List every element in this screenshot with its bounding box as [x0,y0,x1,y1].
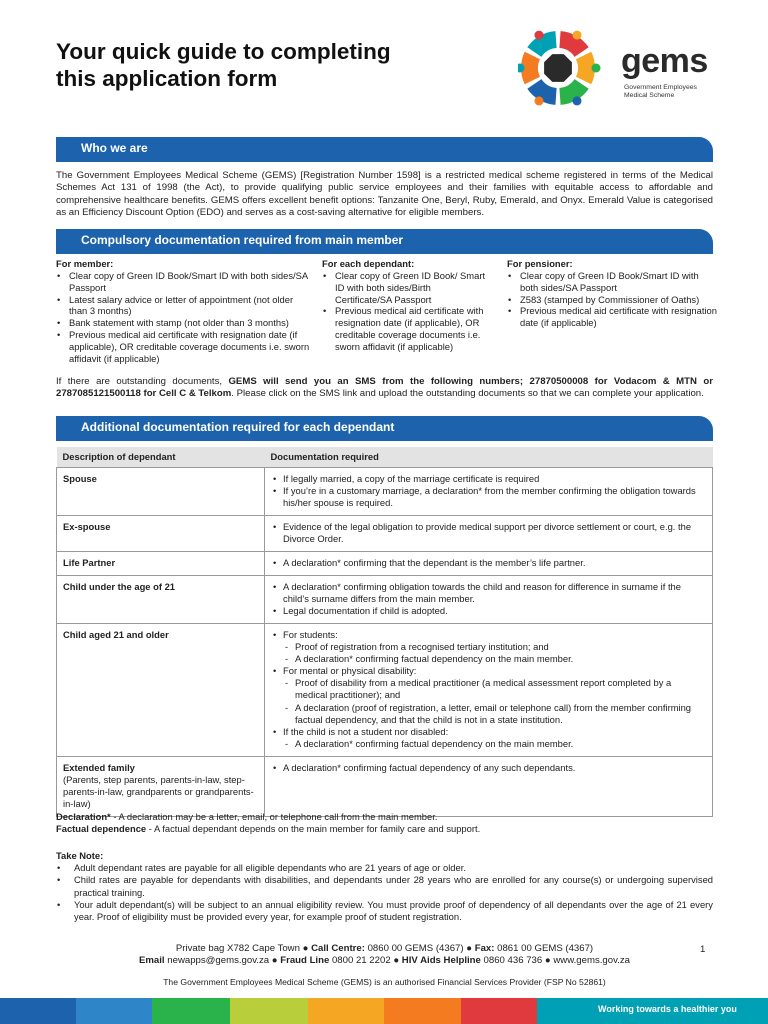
row-documentation [265,576,713,624]
address: Private bag X782 Cape Town [175,943,300,954]
dependant-documentation-table [56,447,713,817]
logo-centre [544,54,572,82]
email-address[interactable]: newapps@gems.gov.za [164,955,270,967]
outstanding-documents-text [56,376,713,401]
page-title [56,38,496,92]
fax-label: Fax: [474,943,495,954]
logo-figure-head [592,64,601,73]
logo-figure-head [535,31,544,40]
fraud-line-label: Fraud Line [280,955,330,967]
table-row [57,468,713,516]
fsp-statement: The Government Employees Medical Scheme (GEMS) is an authorised Financial Services Provider (FSP No 52861) [163,977,606,987]
definitions [56,811,713,835]
outstanding-post: . Please click on the SMS link and upload the outstanding documents so that we can complete your application. [231,388,704,400]
website-link[interactable]: www.gems.gov.za [553,955,630,967]
stripe-segment [152,998,230,1024]
stripe-segment [384,998,461,1024]
pensioner-heading: For pensioner: [507,258,573,269]
section-header-compulsory: Compulsory documentation required from main member [56,229,713,252]
list-item: • Previous medical aid certificate with resignation date (if applicable) [507,305,717,329]
list-item: • Clear copy of Green ID Book/Smart ID with both sides/SA Passport [507,270,717,294]
row-description-title: Extended family [63,761,135,773]
list-item: - Proof of disability from a medical practitioner (a medical assessment report completed by a medical practitioner); and [271,677,706,701]
row-description [57,756,265,816]
dependant-heading: For each dependant: [322,258,415,269]
row-description: Child aged 21 and older [57,624,265,756]
stripe-segment [76,998,152,1024]
row-description-subtitle: (Parents, step parents, parents-in-law, step-parents-in-law, grandparents or grandparents-in-law) [63,773,254,809]
logo-subtitle [624,84,697,100]
list-item: • Clear copy of Green ID Book/Smart ID with both sides/SA Passport [56,270,312,294]
list-item: • Previous medical aid certificate with resignation date (if applicable), OR creditable coverage documents i.e. sworn affidavit (if applicable) [56,329,312,365]
term: Factual dependence [56,823,147,835]
fax-number: 0861 00 GEMS (4367) [494,943,594,954]
stripe-segment [308,998,384,1024]
list-item: - A declaration* confirming factual dependency on the main member. [271,653,706,665]
table-row [57,516,713,552]
fraud-line-number: 0800 21 2202 [329,955,391,967]
definition-text: - A declaration may be a letter, email, or telephone call from the main member. [110,811,438,822]
column-header-description: Description of dependant [57,447,265,468]
list-item: • Latest salary advice or letter of appointment (not older than 3 months) [56,294,312,318]
row-documentation [265,756,713,816]
contact-footer [56,943,713,968]
contact-line-2: Email newapps@gems.gov.za ● Fraud Line 0800 21 2202 ● HIV Aids Helpline 0860 436 736 ● www.gems.gov.za [139,955,630,967]
list-item: • Your adult dependant(s) will be subject to an annual eligibility review. You must provide proof of dependency of all dependants over the age of 21 every year. Proof of eligibility must be provided every year, for example proof of student registration. [56,899,713,923]
list-item: • Clear copy of Green ID Book/ Smart ID with both sides/Birth Certificate/SA Passport [322,270,490,306]
definition-declaration [56,811,713,823]
email-label: Email [139,955,165,967]
who-we-are-text: The Government Employees Medical Scheme (GEMS) [Registration Number 1598] is a restricted medical scheme registered in terms of the Medical Schemes Act 131 of 1998 (the Act), to provide qualifying public service employees and their families with equitable access to affordable and comprehensive healthcare benefits. GEMS offers excellent benefit options: Tanzanite One, Beryl, Ruby, Emerald, and Onyx. Emerald Value is categorised as an Efficiency Discount Option (EDO) and serves as a cost-saving alternative for eligible members. [56,170,713,219]
list-item: • If legally married, a copy of the marriage certificate is required [271,473,706,485]
outstanding-pre: If there are outstanding documents, [56,376,229,387]
list-item: • Bank statement with stamp (not older than 3 months) [56,317,312,329]
list-item: - Proof of registration from a recognised tertiary institution; and [271,641,706,653]
list-item: • Legal documentation if child is adopted. [271,605,706,617]
list-item: • A declaration* confirming that the dependant is the member’s life partner. [271,557,706,569]
stripe-segment [230,998,308,1024]
list-item: • Child rates are payable for dependants with disabilities, and dependants under 28 years who are enrolled for any course(s) or undergoing supervised practical training. [56,874,713,898]
logo-figure-head [573,96,582,105]
row-documentation [265,468,713,516]
definition-factual-dependence [56,823,713,835]
section-header-who-we-are: Who we are [56,137,713,160]
logo-wordmark: gems [621,42,708,80]
list-item: • A declaration* confirming obligation towards the child and reason for difference in surname if the child’s surname differs from the main member. [271,581,706,605]
list-item: • If you’re in a customary marriage, a declaration* from the member confirming the obligation towards his/her spouse is required. [271,485,706,509]
tagline: Working towards a healthier you [598,1004,737,1014]
table-header-row [57,447,713,468]
table-row [57,552,713,576]
list-item: • If the child is not a student nor disabled: [271,726,706,738]
list-item: • A declaration* confirming factual dependency of any such dependants. [271,762,706,774]
stripe-segment [461,998,537,1024]
list-item: • Evidence of the legal obligation to provide medical support per divorce settlement or court, e.g. the Divorce Order. [271,521,706,545]
table-row [57,576,713,624]
list-item: - A declaration (proof of registration, a letter, email or telephone call) from the member confirming factual dependency, and that the child is not in a state institution. [271,702,706,726]
member-requirements [56,258,312,365]
title-line-1: Your quick guide to completing [56,39,391,64]
list-item: - A declaration* confirming factual dependency on the main member. [271,738,706,750]
row-documentation [265,516,713,552]
logo-figure-head [535,96,544,105]
definition-text: - A factual dependant depends on the main member for family care and support. [146,823,481,835]
page-number: 1 [700,944,706,955]
hiv-helpline-number: 0860 436 736 [480,955,543,967]
member-heading: For member: [56,258,114,269]
contact-line-1: Private bag X782 Cape Town ● Call Centre: 0860 00 GEMS (4367) ● Fax: 0861 00 GEMS (4367) [175,943,594,954]
term: Declaration* [56,811,111,822]
list-item: • Z583 (stamped by Commissioner of Oaths) [507,294,717,306]
column-header-documentation: Documentation required [265,447,713,468]
sms-numbers: GEMS will send you an SMS from the following numbers; 27870500008 for Vodacom & MTN or 2787085121500118 for Cell C & Telkom [56,376,713,400]
table-row [57,624,713,756]
logo-figure-head [573,31,582,40]
take-note-heading: Take Note: [56,850,104,861]
take-note [56,850,713,923]
list-item: • For students: [271,629,706,641]
section-header-additional: Additional documentation required for each dependant [56,416,713,439]
gems-logo-mark-icon [518,28,618,108]
row-description: Ex-spouse [57,516,265,552]
logo-subtitle-line-1: Government Employees [624,84,697,91]
row-description: Life Partner [57,552,265,576]
call-centre-label: Call Centre: [311,943,365,954]
title-line-2: this application form [56,66,278,91]
call-centre-number: 0860 00 GEMS (4367) [364,943,464,954]
stripe-segment [0,998,76,1024]
row-description: Spouse [57,468,265,516]
table-row [57,756,713,816]
list-item: • Previous medical aid certificate with resignation date (if applicable), OR creditable coverage documents i.e. sworn affidavit (if applicable) [322,305,490,352]
hiv-helpline-label: HIV Aids Helpline [401,955,481,967]
logo-subtitle-line-2: Medical Scheme [624,91,675,99]
row-documentation [265,552,713,576]
list-item: • Adult dependant rates are payable for all eligible dependants who are 21 years of age or older. [56,862,713,874]
row-documentation [265,624,713,756]
pensioner-requirements [507,258,717,329]
dependant-requirements [322,258,490,353]
list-item: • For mental or physical disability: [271,665,706,677]
gems-logo [518,28,718,108]
row-description: Child under the age of 21 [57,576,265,624]
